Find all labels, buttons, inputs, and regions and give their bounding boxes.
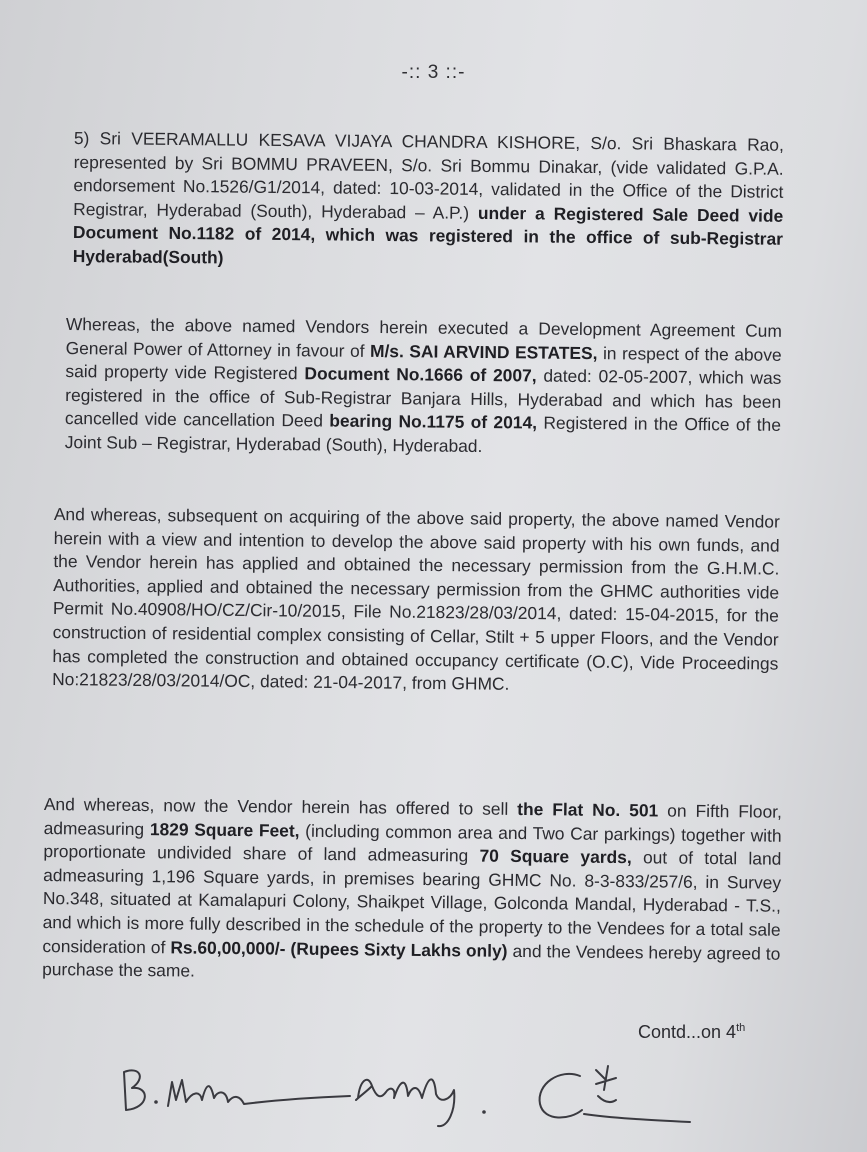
bold-text: under a Registered Sale Deed vide Document No.1182 of 2014, which was registered in the office of sub-Registrar Hyderabad(South) [72,203,784,268]
bold-text: 70 Square yards, [479,846,632,868]
text: (including common area and Two Car parkings) together with proportionate undivided share of land admeasuring [43,820,782,867]
signature-icon [110,1040,710,1130]
contd-suffix: th [736,1022,746,1034]
paragraph-vendor-5 [73,127,784,275]
text: 5) Sri VEERAMALLU KESAVA VIJAYA CHANDRA KISHORE, S/o. Sri Bhaskara Rao, represented by Sri BOMMU PRAVEEN, S/o. Sri Bommu Dinakar, (vide validated G.P.A. endorsement No.1526/G1/2014, dated: 10-03-2014, validated in the Office of the District Registrar, Hyderabad (South), Hyderabad – A.P.) [73,128,784,224]
paragraph-construction-permission [52,503,780,699]
text: dated: 02-05-2007, which was registered in the office of Sub-Registrar Banjara Hills, Hyderabad and which has been cancelled vide cancellation Deed [64,366,782,432]
bold-text: 1829 Square Feet, [149,819,300,841]
text: in respect of the above said property vide Registered [65,343,782,384]
text: and the Vendees hereby agreed to purchase the same. [42,940,781,982]
contd-text: Contd...on 4 [638,1022,737,1042]
page-number: -:: 3 ::- [401,62,466,83]
text: on Fifth Floor, admeasuring [43,800,782,840]
bold-text: Rs.60,00,000/- (Rupees Sixty Lakhs only) [170,937,508,961]
bold-text: the Flat No. 501 [517,799,659,821]
text: And whereas, subsequent on acquiring of the above said property, the above named Vendor herein with a view and intention to develop the above said property with his own funds, and the Vendor herein has applied and obtained the necessary permission from the G.H.M.C. Authorities, applied and obtained the necessary permission from the GHMC authorities vide Permit No.40908/HO/CZ/Cir-10/2015, File No.21823/28/03/2014, dated: 15-04-2015, for the construction of residential complex consisting of Cellar, Stilt + 5 upper Floors, and the Vendor has completed the construction and obtained occupancy certificate (O.C), Vide Proceedings No:21823/28/03/2014/OC, dated: 21-04-2017, from GHMC. [52,504,780,695]
text: Registered in the Office of the Joint Sub – Registrar, Hyderabad (South), Hyderabad. [64,413,782,457]
bold-text: M/s. SAI ARVIND ESTATES, [369,340,598,364]
text: out of total land admeasuring 1,196 Square yards, in premises bearing GHMC No. 8-3-833/257/6, in Survey No.348, situated at Kamalapuri Colony, Shaikpet Village, Golconda Mandal, Hyderabad - T.S., and which is more fully described in the schedule of the property to the Vendees for a total sale consideration of [42,847,782,958]
text: Whereas, the above named Vendors herein executed a Development Agreement Cum General Power of Attorney in favour of [65,314,782,361]
bold-text: bearing No.1175 of 2014, [329,411,538,434]
bold-text: Document No.1666 of 2007, [304,363,537,387]
paragraph-development-agreement [65,313,782,461]
paragraph-sale-offer [42,793,782,989]
text: And whereas, now the Vendor herein has offered to sell [43,794,518,820]
